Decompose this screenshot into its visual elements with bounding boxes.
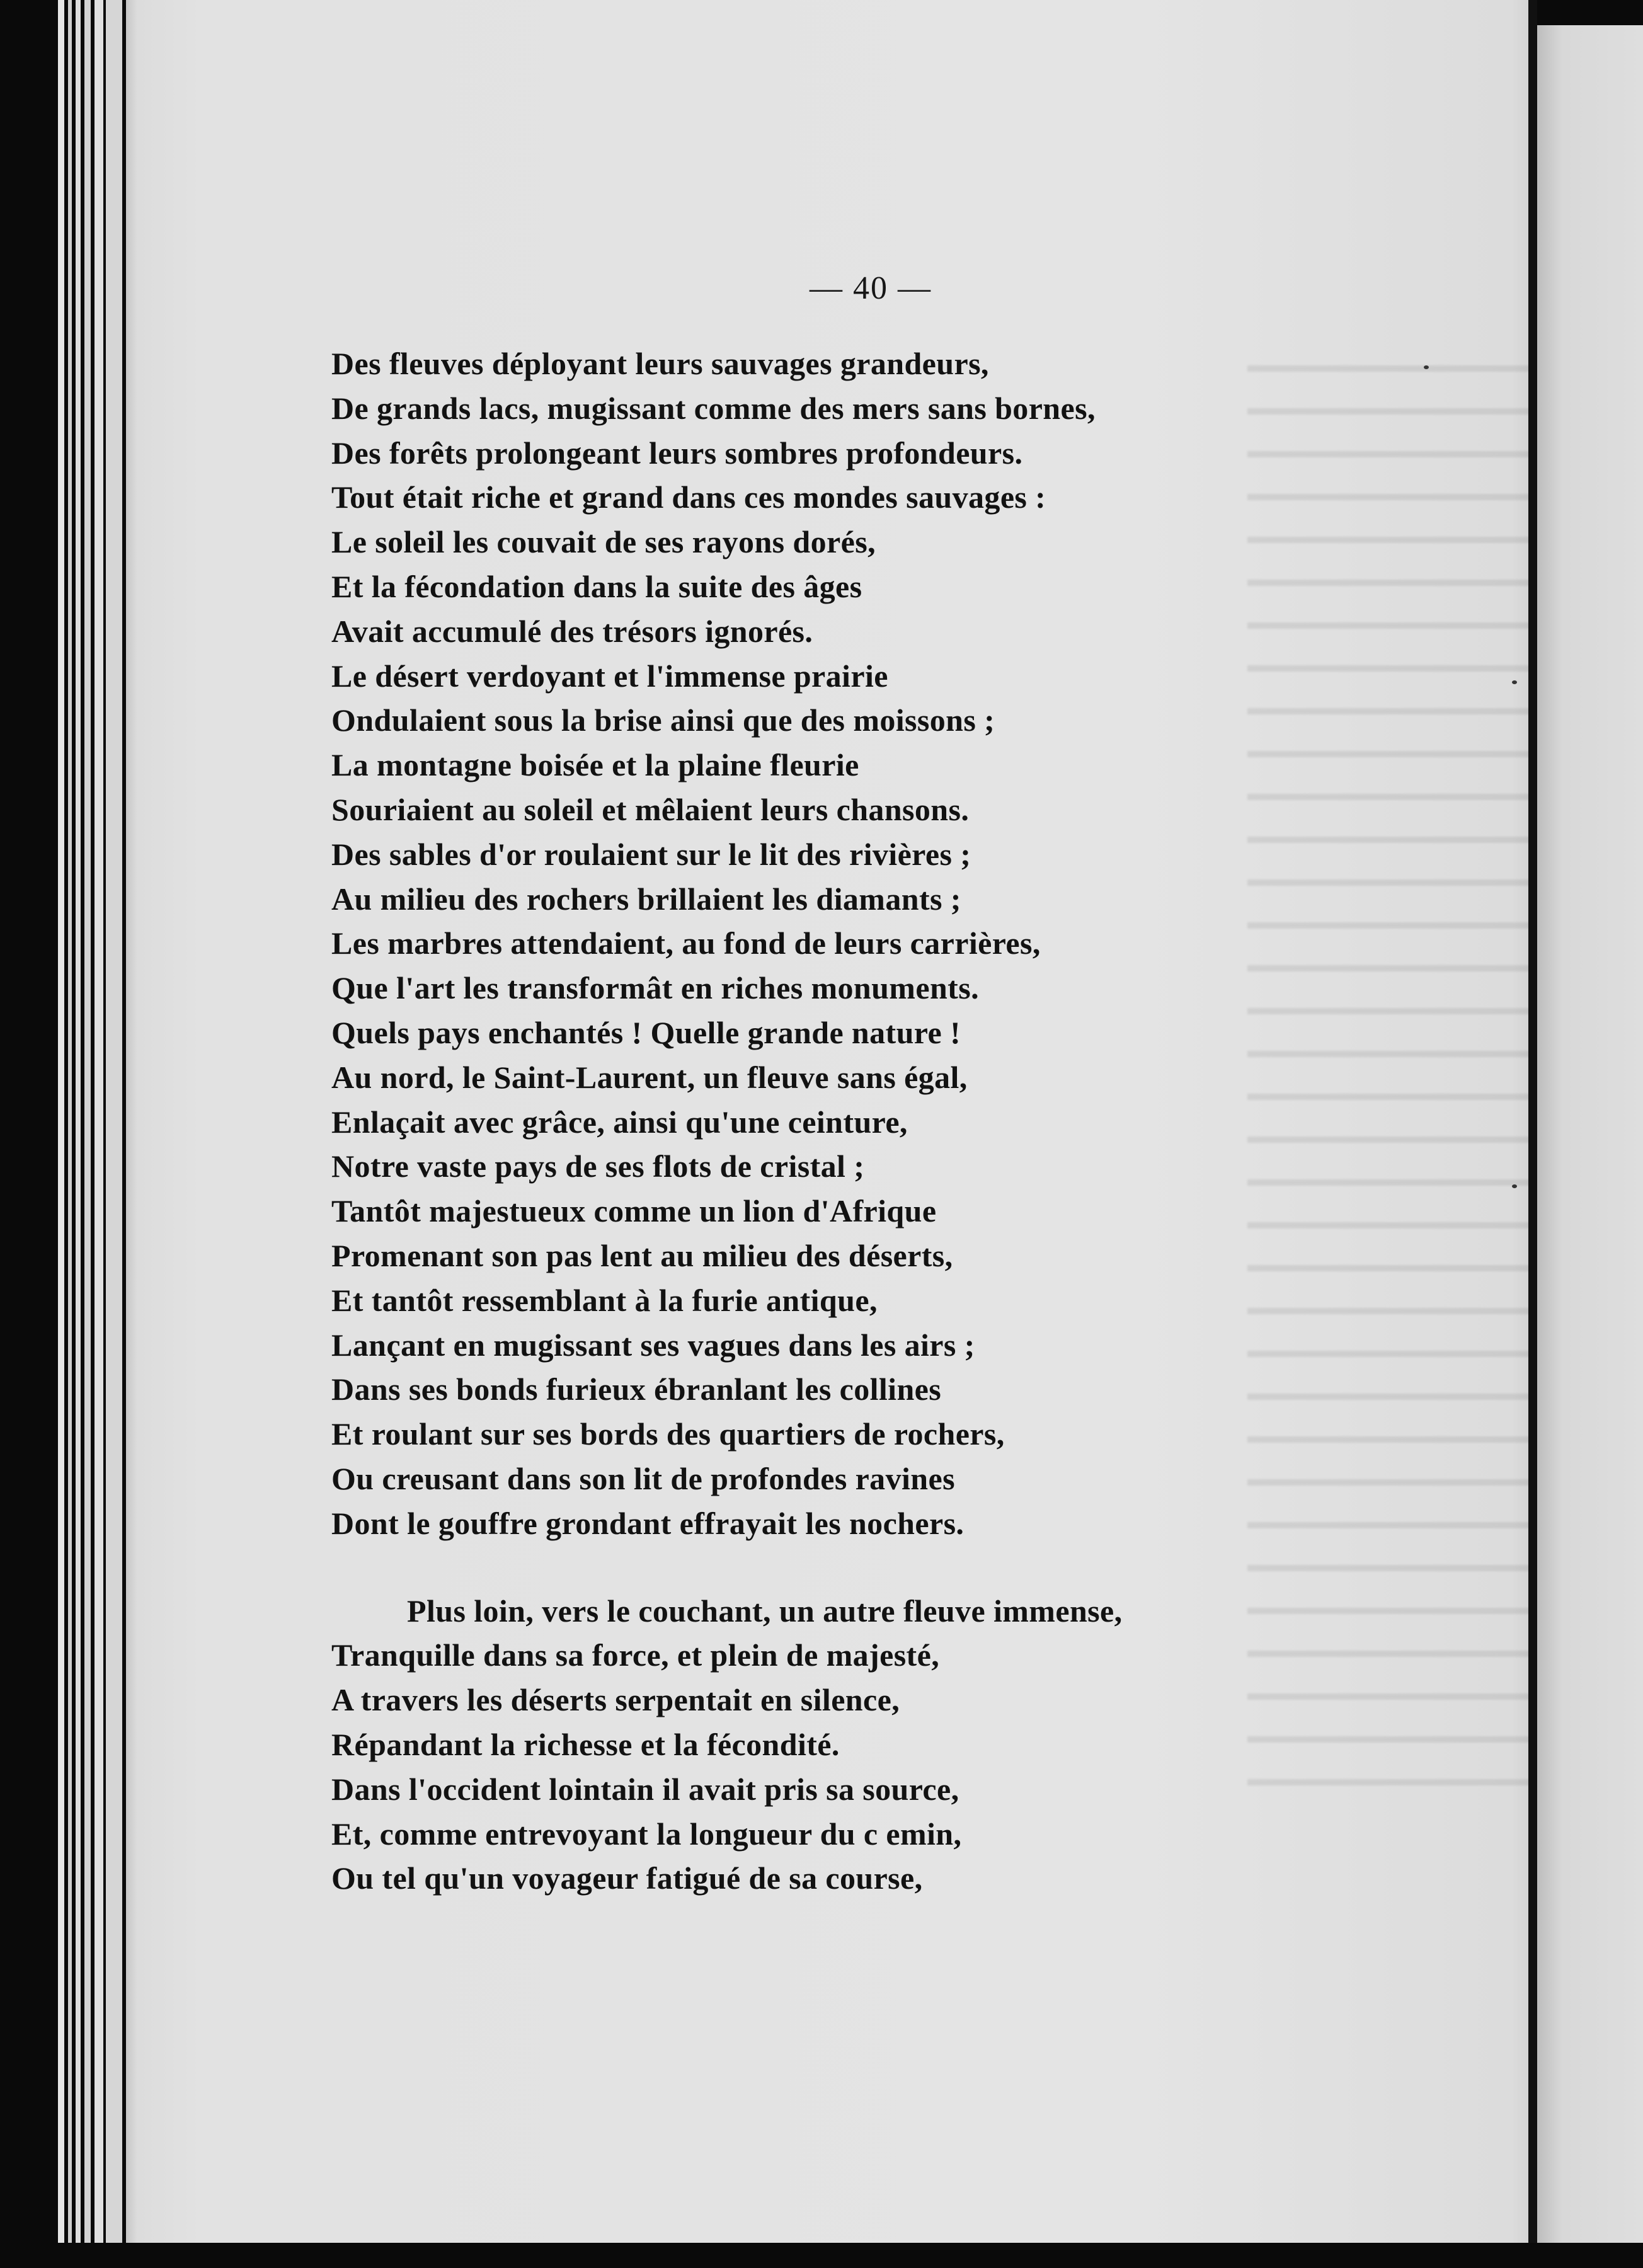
poem-line: Dont le gouffre grondant effrayait les nochers. (331, 1505, 965, 1541)
poem-line: Ondulaient sous la brise ainsi que des moissons ; (331, 702, 995, 738)
page-edge (76, 0, 81, 2268)
ink-speck (1512, 680, 1517, 684)
page-edge (84, 0, 91, 2268)
poem-line: Au milieu des rochers brillaient les diamants ; (331, 881, 961, 917)
poem-line: De grands lacs, mugissant comme des mers sans bornes, (331, 390, 1096, 426)
poem-line: Tranquille dans sa force, et plein de majesté, (331, 1637, 940, 1673)
poem-line: Souriaient au soleil et mêlaient leurs chansons. (331, 791, 970, 827)
poem-line: Ou tel qu'un voyageur fatigué de sa course, (331, 1860, 923, 1896)
poem-line: Répandant la richesse et la fécondité. (331, 1726, 840, 1762)
poem-line: Enlaçait avec grâce, ainsi qu'une ceinture, (331, 1104, 908, 1140)
poem-line: Et roulant sur ses bords des quartiers de rochers, (331, 1416, 1005, 1452)
book-gutter (1528, 0, 1537, 2268)
poem-line: Lançant en mugissant ses vagues dans les airs ; (331, 1327, 975, 1363)
page-edge (106, 0, 122, 2268)
poem-line: A travers les déserts serpentait en silence, (331, 1682, 900, 1718)
poem-line: Plus loin, vers le couchant, un autre fleuve immense, (407, 1593, 1123, 1629)
poem-line: Promenant son pas lent au milieu des déserts, (331, 1237, 953, 1273)
poem-line: Ou creusant dans son lit de profondes ravines (331, 1460, 955, 1496)
poem-line: La montagne boisée et la plaine fleurie (331, 747, 859, 783)
poem-line: Au nord, le Saint-Laurent, un fleuve sans égal, (331, 1059, 968, 1095)
poem-line: Et la fécondation dans la suite des âges (331, 568, 862, 604)
poem-text (331, 341, 1440, 1901)
poem-line: Que l'art les transformât en riches monuments. (331, 970, 979, 1006)
poem-line: Le désert verdoyant et l'immense prairie (331, 658, 888, 694)
poem-line: Des sables d'or roulaient sur le lit des rivières ; (331, 836, 971, 872)
poem-line: Et tantôt ressemblant à la furie antique, (331, 1282, 878, 1318)
poem-line: Avait accumulé des trésors ignorés. (331, 613, 813, 649)
ink-speck (1512, 1184, 1517, 1188)
poem-line: Notre vaste pays de ses flots de cristal ; (331, 1148, 865, 1184)
poem-line: Quels pays enchantés ! Quelle grande nature ! (331, 1014, 961, 1050)
poem-line: Les marbres attendaient, au fond de leurs carrières, (331, 925, 1041, 961)
page-number: — 40 — (810, 270, 932, 306)
poem-line: Tantôt majestueux comme un lion d'Afrique (331, 1193, 937, 1229)
page-edge (94, 0, 103, 2268)
poem-line: Dans l'occident lointain il avait pris sa source, (331, 1771, 959, 1807)
ink-speck (1424, 365, 1429, 369)
poem-line: Des forêts prolongeant leurs sombres profondeurs. (331, 435, 1023, 471)
poem-line: Et, comme entrevoyant la longueur du c emin, (331, 1816, 962, 1852)
poem-line: Tout était riche et grand dans ces mondes sauvages : (331, 479, 1046, 515)
facing-page (1537, 25, 1643, 2268)
poem-line: Le soleil les couvait de ses rayons dorés, (331, 524, 876, 560)
page-edge (58, 0, 64, 2268)
poem-line: Dans ses bonds furieux ébranlant les collines (331, 1372, 942, 1407)
poem-line: Des fleuves déployant leurs sauvages grandeurs, (331, 346, 989, 381)
book-page (126, 0, 1537, 2268)
scan-border (0, 2243, 1643, 2268)
page-edge (68, 0, 72, 2268)
